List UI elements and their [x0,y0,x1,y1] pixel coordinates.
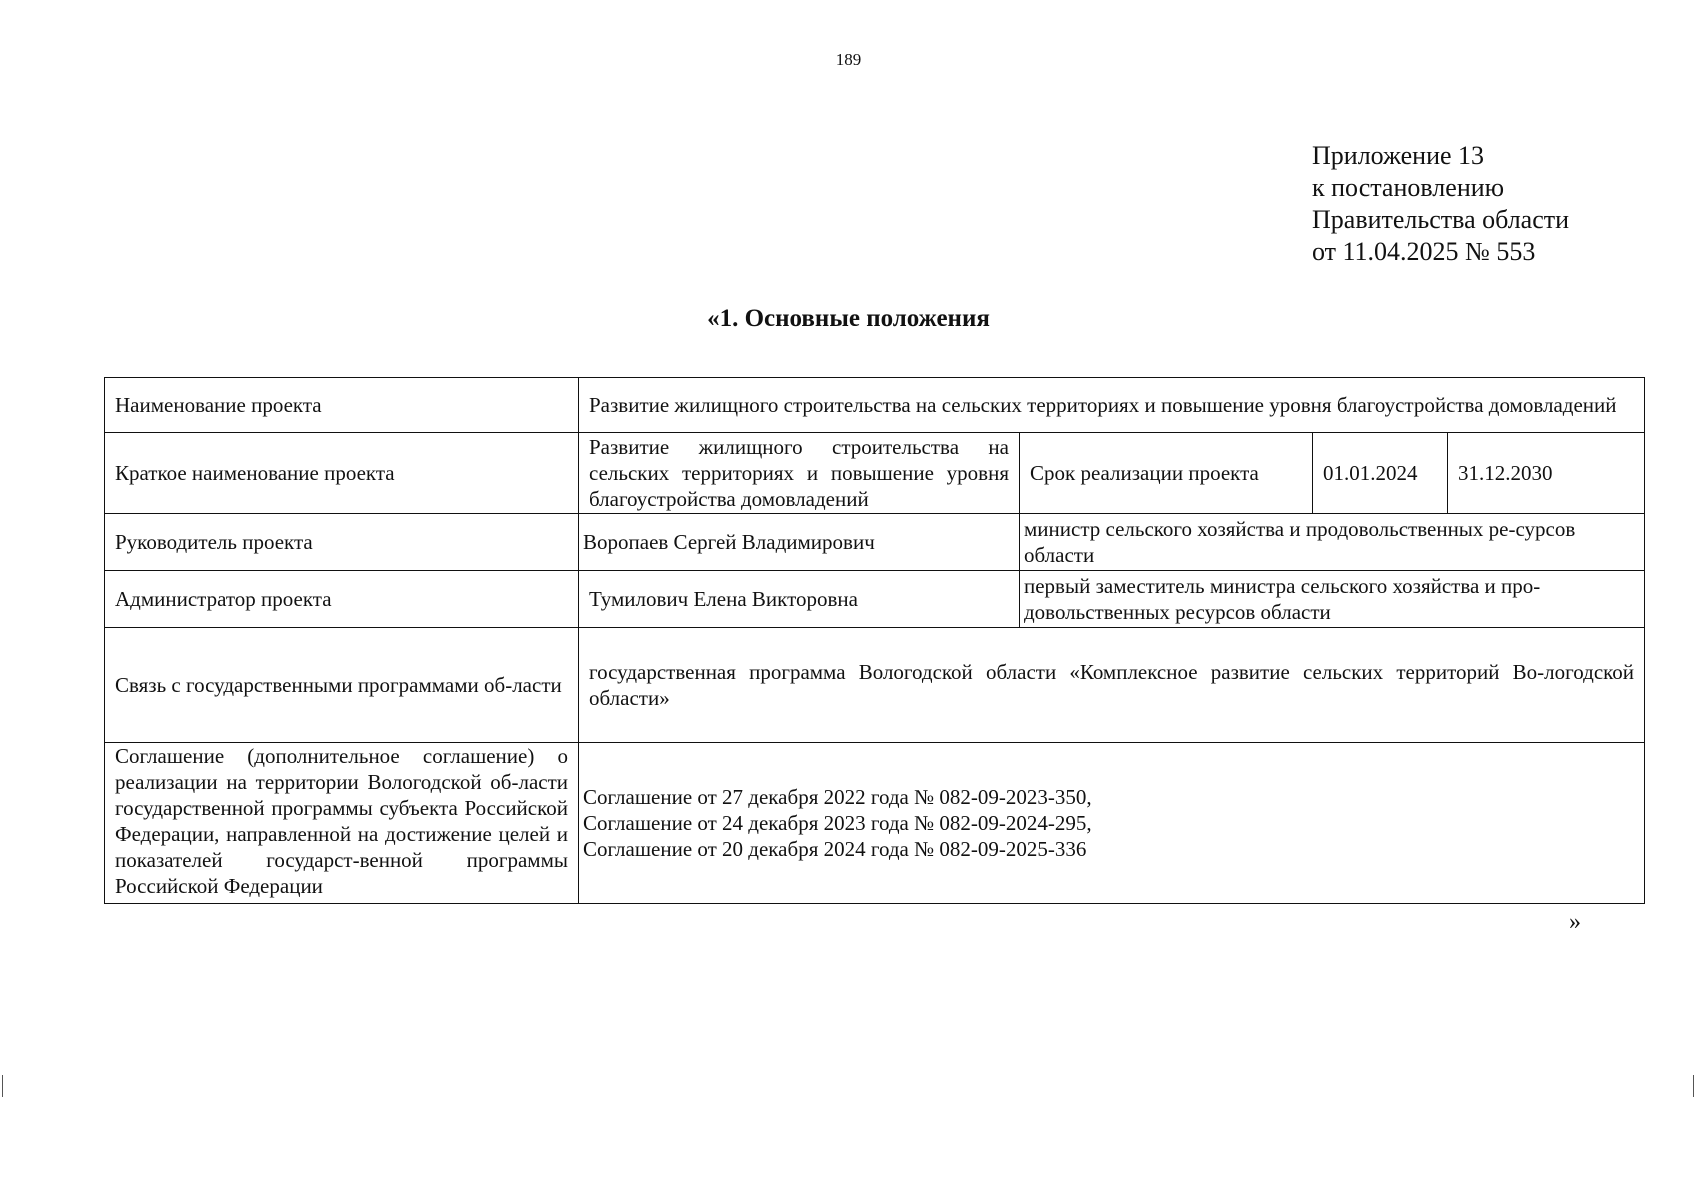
project-admin-name: Тумилович Елена Викторовна [579,571,1020,628]
agreement-item: Соглашение от 24 декабря 2023 года № 082-09-2024-295, [583,811,1092,835]
agreement-item: Соглашение от 27 декабря 2022 года № 082-09-2023-350, [583,785,1092,809]
table-row [105,743,1645,904]
short-name-value: Развитие жилищного строительства на сельских территориях и повышение уровня благоустройства домовладений [579,433,1020,514]
closing-quote: » [1569,909,1581,935]
appendix-line: Правительства области [1312,205,1570,234]
project-lead-name: Воропаев Сергей Владимирович [579,514,1020,571]
table-row [105,378,1645,433]
table-row [105,514,1645,571]
page-number: 189 [835,50,862,69]
project-name-value: Развитие жилищного строительства на сельских территориях и повышение уровня благоустройства домовладений [579,378,1645,433]
table-row [105,628,1645,743]
program-link-value: государственная программа Вологодской области «Комплексное развитие сельских территорий Во-логодской области» [579,628,1645,743]
agreement-item: Соглашение от 20 декабря 2024 года № 082-09-2025-336 [583,837,1087,861]
project-name-label: Наименование проекта [105,378,579,433]
appendix-line: Приложение 13 [1312,141,1485,170]
program-link-label: Связь с государственными программами об-ласти [105,628,579,743]
agreement-list [579,743,1645,904]
appendix-line: к постановлению [1312,173,1505,202]
table-row [105,571,1645,628]
section-title: «1. Основные положения [707,305,990,332]
project-admin-position: первый заместитель министра сельского хозяйства и про-довольственных ресурсов области [1020,571,1645,628]
appendix-header [1312,140,1672,268]
end-date: 31.12.2030 [1448,433,1645,514]
project-lead-position: министр сельского хозяйства и продовольственных ре-сурсов области [1020,514,1645,571]
short-name-label: Краткое наименование проекта [105,433,579,514]
agreement-label: Соглашение (дополнительное соглашение) о реализации на территории Вологодской об-ласти государственной программы субъекта Российской Федерации, направленной на достижение целей и показателей государст-венной программы Российской Федерации [105,743,579,904]
scan-edge-mark [1693,1075,1694,1097]
appendix-line: от 11.04.2025 № 553 [1312,237,1536,266]
start-date: 01.01.2024 [1313,433,1448,514]
project-admin-label: Администратор проекта [105,571,579,628]
table-row [105,433,1645,514]
term-label: Срок реализации проекта [1020,433,1313,514]
project-lead-label: Руководитель проекта [105,514,579,571]
project-table [104,377,1645,904]
scan-edge-mark [2,1075,3,1097]
